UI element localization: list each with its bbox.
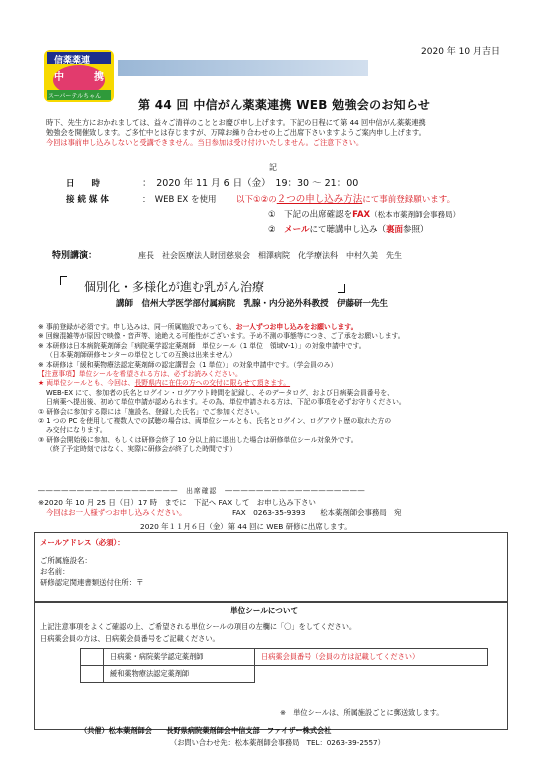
fax-text: FAX 0263-35-9393 松本薬剤師会事務局 宛 [232,508,402,517]
media-label: 接 続 媒 体 [66,195,109,205]
address-label: 研修認定関連書類送付住所：〒 [40,578,144,587]
intro-line: 時下、先生方におかれましては、益々ご清祥のこととお慶び申し上げます。下記の日程にて第 44 回中信がん薬薬連携 [46,118,426,127]
date-row [66,178,358,190]
date-value: ： 2020 年 11 月 6 日（金） 19：30 ～ 21：00 [142,178,359,189]
note-line [38,323,508,332]
table-row [81,666,488,683]
step-2-num: ② [268,225,285,235]
empty-cell [255,666,488,683]
intro-line: 勉強会を開催致します。ご多忙中とは存じますが、万障お繰り合わせの上ご出席下さいますようご案内申し上げます。 [46,128,426,137]
seal-title: 単位シールについて [230,606,299,615]
step-1 [268,209,460,221]
contact-line: （お問い合わせ先：松本薬剤師会事務局 TEL：0263-39-2557） [170,738,385,747]
per-person-note: 今回はお一人様ずつお申し込みください。 [46,508,187,517]
cohost-line: （共催）松本薬剤師会 長野県病院薬剤師会中信支部 ファイザー株式会社 [80,726,332,735]
note-caution: 【注意事項】単位シールを希望される方は、必ずお読みください。 [38,370,242,379]
email-label: メールアドレス（必須）： [40,538,125,547]
email-field[interactable] [140,546,480,547]
note-line: ※ 本研修は日本病院薬剤師会「病院薬学認定薬剤師 単位シール（1 単位 領域Ⅴ-1）」の対象申請中です。 [38,341,366,350]
step-2-back: 裏面 [385,225,403,235]
deadline-text: ※2020 年 10 月 25 日（日）17 時 までに 下記へ FAX して お申し込み下さい [38,498,316,507]
note-line: ③ 研修会開始後に参加、もしくは研修会終了 10 分以上前に退出した場合は研修単位シール対象外です。 [38,435,358,444]
header-banner [118,60,368,76]
step-2-text: にて聴講申し込み（ [309,225,386,235]
bracket-close [338,284,345,293]
media-note: 以下①②の [236,195,277,205]
special-label: 特別講演： [52,251,98,261]
seal-desc: 日病薬会員の方は、日病薬会員番号をご記載ください。 [40,634,220,643]
note-line: み交付になります。 [46,426,107,435]
media-note-tail: にて事前登録願います。 [362,195,456,205]
issue-date: 2020 年 10 月吉日 [421,47,500,57]
step-1-fax: FAX [352,210,371,220]
attend-line: 2020 年１１月６日（金）第 44 回に WEB 研修に出席します。 [140,522,352,531]
attendance-divider: ―――――――――――――――――― 出席確認 ―――――――――――――――――― [38,487,366,495]
member-number-field[interactable]: 日病薬会員番号（会員の方は記載してください） [255,649,488,666]
step-2-tail: 参照） [403,225,429,235]
note-line [38,379,508,388]
ki-label: 記 [269,163,277,172]
seal-row-label: 緩和薬物療法認定薬剤師 [104,666,255,683]
note-line: （日本薬剤師研修センターの単位としての互換は出来ません） [46,351,237,360]
logo-text-top: 信薬薬連 [54,56,91,66]
note-text: ★ 両単位シールとも、今回は、 [38,379,135,388]
note-line: ※ 回線混雑等が原因で映像・音声等、途絶える可能性がございます。予め不測の事態等につき、ご了承をお願いします。 [38,332,405,341]
logo-text-bottom: スーパーテルちゃん [48,93,102,100]
step-1-dest: （松本市薬剤師会事務局） [370,210,461,219]
seal-footnote: ※ 単位シールは、所属施設ごとに郵送致します。 [280,708,444,717]
bracket-open [60,276,67,285]
seal-desc: 上記注意事項をよくご確認の上、ご希望される単位シールの項目の左欄に「〇」をしてください。 [40,622,357,631]
chair-text: 座長 社会医療法人財団慈泉会 相澤病院 化学療法科 中村久美 先生 [138,251,402,260]
note-emph: お一人ずつお申し込みをお願いします。 [235,323,358,331]
step-2-mail: メール [284,225,310,235]
seal-table [80,648,488,683]
note-emph: 長野県内に在住の方への交付に限らせて頂きます。 [134,379,291,388]
note-line: 日病薬へ提出後、初めて単位申請が認められます。その為、単位申請される方は、下記の事項を必ずお守りください。 [46,398,406,407]
seal-row-label: 日病薬・病院薬学認定薬剤師 [104,649,255,666]
note-text: ※ 事前登録が必須です。申し込みは、同一所属施設であっても、 [38,323,236,331]
date-label: 日 時 [66,179,101,189]
table-row [81,649,488,666]
media-value: ： WEB EX を使用 [142,195,217,205]
logo-text-left: 中 [54,72,64,83]
lecture-title: 個別化・多様化が進む乳がん治療 [84,280,265,294]
media-row [66,194,455,206]
media-note-emph: ２つの申し込み方法 [276,194,363,205]
note-line: ① 研修会に参加する際には「施設名、登録した氏名」でご参加ください。 [38,407,264,416]
logo-text-right: 携 [94,72,104,83]
step-2 [268,224,429,236]
intro-text [46,118,506,148]
intro-warning: 今回は事前申し込みしないと受講できません。当日参加は受け付けいたしません。ご注意下さい。 [46,138,364,147]
lecture-speaker: 講師 信州大学医学部付属病院 乳腺・内分泌外科教授 伊藤研一先生 [116,299,389,309]
note-line: （終了予定時刻ではなく、実際に研修会が終了した時間です） [46,445,237,454]
note-line: ② 1 つの PC を使用して複数人での試聴の場合は、両単位シールとも、氏名とログイン、ログアウト歴の取れた方の [38,417,392,426]
seal-checkbox-1[interactable] [81,649,104,666]
logo [44,50,114,102]
special-row [52,250,402,262]
name-label: お名前： [40,567,70,576]
notes [38,323,508,455]
note-line: ※ 本研修は「緩和薬物療法認定薬剤師の認定講習会（1 単位）」の対象申請中です。（学会員のみ） [38,360,338,369]
page-title: 第 44 回 中信がん薬薬連携 WEB 勉強会のお知らせ [138,98,431,112]
seal-checkbox-2[interactable] [81,666,104,683]
step-1-text: ① 下記の出席確認を [268,210,353,220]
facility-label: ご所属施設名： [40,556,92,565]
note-line: WEB-EX にて、参加者の氏名とログイン・ログアウト時間を記録し、そのデータログ、および日病薬会員番号を、 [46,388,394,397]
